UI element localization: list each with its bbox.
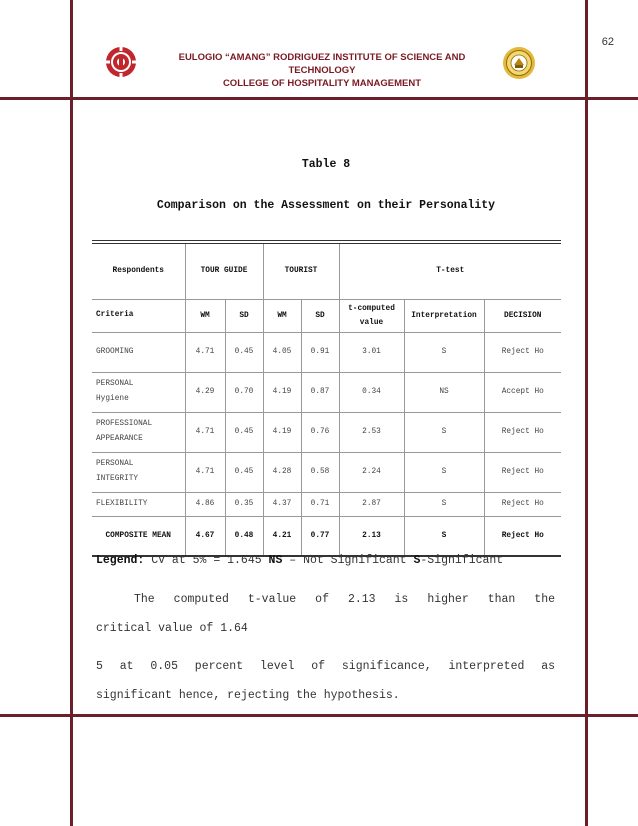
row-interpretation: S — [404, 332, 484, 372]
row-interpretation: S — [404, 492, 484, 516]
table-legend — [96, 554, 503, 567]
composite-interpretation: S — [404, 516, 484, 556]
row-criteria — [92, 412, 185, 452]
legend-s-text: -Significant — [420, 554, 504, 567]
row-interpretation: S — [404, 412, 484, 452]
institution-name: EULOGIO “AMANG” RODRIGUEZ INSTITUTE OF SCIENCE AND TECHNOLOGY — [178, 52, 466, 76]
row-decision: Accept Ho — [484, 372, 561, 412]
row-t-value: 2.87 — [339, 492, 404, 516]
row-sd-tourist: 0.58 — [301, 452, 339, 492]
legend-label: Legend: — [96, 554, 145, 567]
row-t-value: 0.34 — [339, 372, 404, 412]
table-row — [92, 332, 561, 372]
row-wm-tourist: 4.28 — [263, 452, 301, 492]
paragraph-line: significant hence, rejecting the hypothesis. — [96, 689, 400, 702]
criteria-line1: FLEXIBILITY — [96, 499, 148, 508]
table-row — [92, 372, 561, 412]
table-row — [92, 412, 561, 452]
criteria-line2: INTEGRITY — [96, 475, 139, 483]
row-wm-tour-guide: 4.71 — [185, 332, 225, 372]
subheader-interpretation: Interpretation — [404, 299, 484, 332]
composite-decision: Reject Ho — [484, 516, 561, 556]
border-top-line — [0, 97, 638, 100]
criteria-line1: PERSONAL — [96, 380, 134, 388]
border-left-line — [70, 0, 73, 826]
row-sd-tourist: 0.76 — [301, 412, 339, 452]
composite-wm-tour-guide: 4.67 — [185, 516, 225, 556]
row-sd-tourist: 0.71 — [301, 492, 339, 516]
subheader-wm-tourist: WM — [263, 299, 301, 332]
row-sd-tour-guide: 0.45 — [225, 412, 263, 452]
college-logo — [502, 46, 536, 80]
border-right-line — [585, 0, 588, 826]
row-wm-tourist: 4.05 — [263, 332, 301, 372]
composite-wm-tourist: 4.21 — [263, 516, 301, 556]
header-respondents: Respondents — [92, 242, 185, 299]
table-header-row — [92, 242, 561, 299]
row-decision: Reject Ho — [484, 492, 561, 516]
subheader-wm-tour-guide: WM — [185, 299, 225, 332]
row-criteria — [92, 332, 185, 372]
legend-ns-abbr: NS — [268, 554, 283, 567]
page-number: 62 — [601, 36, 614, 48]
subheader-sd-tour-guide: SD — [225, 299, 263, 332]
border-bottom-line — [0, 714, 638, 717]
criteria-line2: Hygiene — [96, 395, 129, 403]
header-tour-guide: TOUR GUIDE — [185, 242, 263, 299]
composite-t-value: 2.13 — [339, 516, 404, 556]
row-criteria — [92, 492, 185, 516]
row-interpretation: S — [404, 452, 484, 492]
row-sd-tour-guide: 0.70 — [225, 372, 263, 412]
criteria-line1: PERSONAL — [96, 460, 134, 468]
row-t-value: 2.24 — [339, 452, 404, 492]
composite-sd-tourist: 0.77 — [301, 516, 339, 556]
composite-label: COMPOSITE MEAN — [105, 531, 171, 540]
row-sd-tour-guide: 0.45 — [225, 332, 263, 372]
paragraph-line: The computed t-value of 2.13 is higher than the — [134, 593, 555, 606]
row-t-value: 3.01 — [339, 332, 404, 372]
row-criteria — [92, 372, 185, 412]
subheader-t-computed-line2: value — [359, 318, 384, 327]
subheader-decision: DECISION — [484, 299, 561, 332]
comparison-table — [92, 240, 561, 557]
subheader-t-computed — [339, 299, 404, 332]
row-sd-tourist: 0.87 — [301, 372, 339, 412]
composite-mean-row — [92, 516, 561, 556]
legend-cv-text: CV at 5% = 1.645 — [144, 554, 269, 567]
table-row — [92, 492, 561, 516]
institution-header — [146, 51, 498, 90]
row-sd-tour-guide: 0.45 — [225, 452, 263, 492]
criteria-line1: GROOMING — [96, 347, 134, 356]
row-wm-tour-guide: 4.29 — [185, 372, 225, 412]
table-row — [92, 452, 561, 492]
row-interpretation: NS — [404, 372, 484, 412]
institute-logo — [105, 46, 137, 78]
paragraph-line: critical value of 1.64 — [96, 622, 248, 635]
criteria-line1: PROFESSIONAL — [96, 420, 153, 428]
row-t-value: 2.53 — [339, 412, 404, 452]
row-wm-tourist: 4.19 — [263, 412, 301, 452]
row-wm-tourist: 4.37 — [263, 492, 301, 516]
row-criteria — [92, 452, 185, 492]
criteria-line2: APPEARANCE — [96, 435, 143, 443]
row-wm-tour-guide: 4.71 — [185, 452, 225, 492]
header-t-test: T-test — [339, 242, 561, 299]
table-title: Comparison on the Assessment on their Personality — [156, 199, 496, 212]
row-wm-tourist: 4.19 — [263, 372, 301, 412]
row-wm-tour-guide: 4.71 — [185, 412, 225, 452]
table-subheader-row — [92, 299, 561, 332]
row-decision: Reject Ho — [484, 332, 561, 372]
page-header — [100, 50, 538, 90]
subheader-t-computed-line1: t-computed — [348, 304, 395, 313]
legend-ns-text: – Not Significant — [282, 554, 414, 567]
row-sd-tourist: 0.91 — [301, 332, 339, 372]
header-tourist: TOURIST — [263, 242, 339, 299]
college-name: COLLEGE OF HOSPITALITY MANAGEMENT — [222, 78, 422, 89]
row-wm-tour-guide: 4.86 — [185, 492, 225, 516]
subheader-sd-tourist: SD — [301, 299, 339, 332]
row-sd-tour-guide: 0.35 — [225, 492, 263, 516]
composite-sd-tour-guide: 0.48 — [225, 516, 263, 556]
row-decision: Reject Ho — [484, 412, 561, 452]
table-number: Table 8 — [301, 158, 351, 171]
row-decision: Reject Ho — [484, 452, 561, 492]
paragraph-line: 5 at 0.05 percent level of significance, interpreted as — [96, 660, 555, 673]
legend-s-abbr: S — [413, 554, 421, 567]
subheader-criteria: Criteria — [92, 299, 185, 332]
